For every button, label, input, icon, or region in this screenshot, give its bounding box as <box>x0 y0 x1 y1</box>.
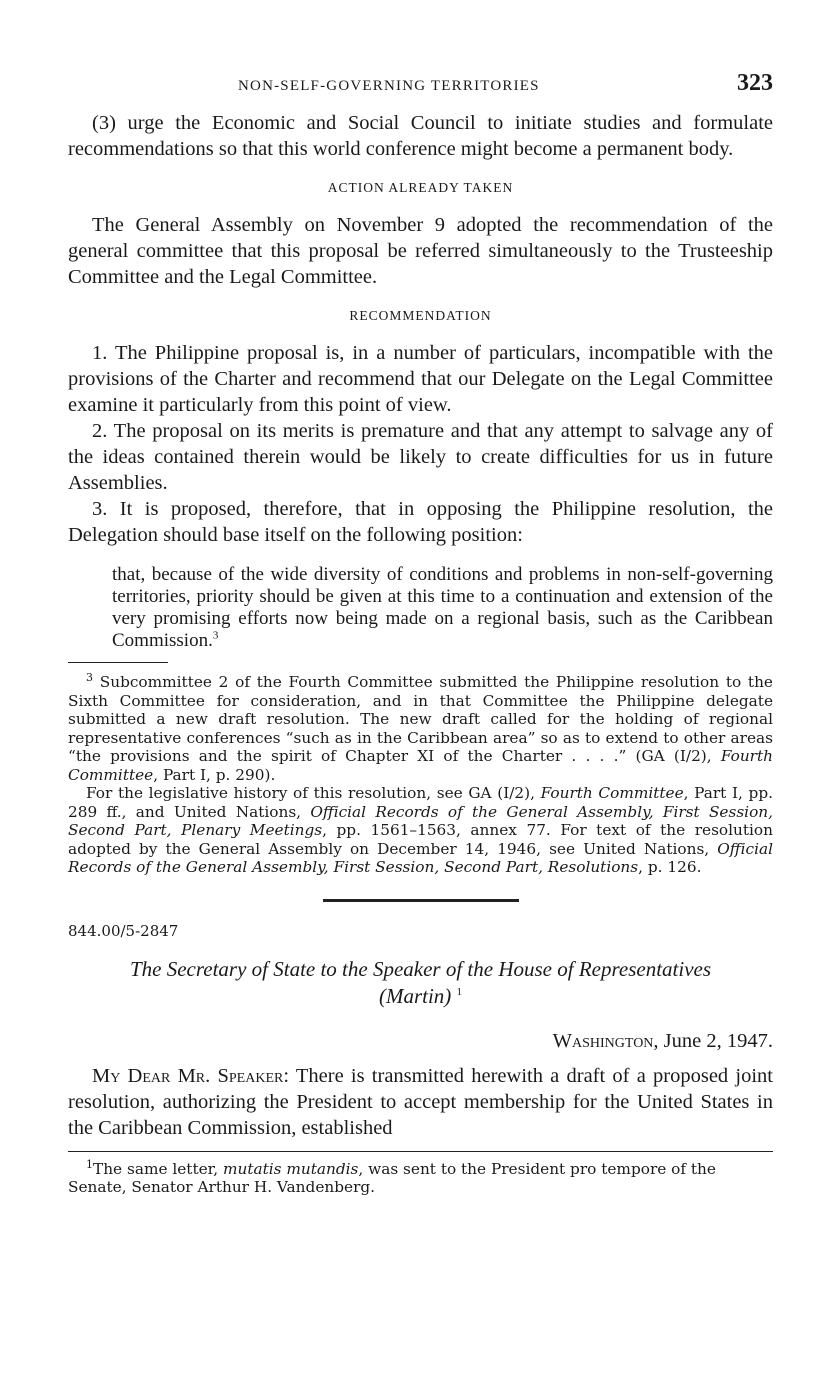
dateline-place: Washington <box>552 1029 654 1052</box>
footnote-3-text-b: , Part I, p. 290). <box>153 765 276 784</box>
dateline <box>68 1030 773 1053</box>
section-divider <box>323 899 519 902</box>
recipient-name: (Martin) <box>378 983 452 1008</box>
footnote-separator <box>68 662 168 663</box>
footnote-3-text-e: , pp. 1561–1563, annex 77. For text of the resolution adopted by the General Assembly on December 14, 1946, see United Nations, <box>68 821 773 858</box>
footnote-1-marker: 1 <box>86 1157 93 1171</box>
document-title <box>68 956 773 1010</box>
recommendation-item-2: 2. The proposal on its merits is premature and that any attempt to salvage any of the ideas contained therein would be likely to create difficulties for us in future Assemblies. <box>68 420 773 494</box>
action-heading: ACTION ALREADY TAKEN <box>327 180 514 195</box>
footnote-3-paragraph-1 <box>68 670 773 784</box>
footnote-3-text-c: For the legislative history of this resolution, see GA (I/2), <box>86 784 541 802</box>
footnote-ref-1: 1 <box>456 985 463 998</box>
footnote-ref-3: 3 <box>212 629 219 642</box>
recommendation-item-3: 3. It is proposed, therefore, that in opposing the Philippine resolution, the Delegation should base itself on the following position: <box>68 498 773 546</box>
footnote-1-italic: mutatis mutandis <box>223 1159 359 1178</box>
position-quote <box>112 564 773 652</box>
document-title-line-1: The Secretary of State to the Speaker of the House of Representatives <box>129 956 712 981</box>
footnote-1-text-b: , was sent to the President pro tempore of the Senate, Senator Arthur H. Vandenberg. <box>68 1159 716 1196</box>
footnote-3-italic-b: Fourth Committee <box>540 784 684 802</box>
footnote-1-text-a: The same letter, <box>93 1159 224 1178</box>
footnote-3-paragraph-2 <box>68 784 773 877</box>
running-title: NON-SELF-GOVERNING TERRITORIES <box>238 78 540 94</box>
page-number: 323 <box>737 70 773 96</box>
position-quote-text: that, because of the wide diversity of conditions and problems in non-self-governing territories, priority should be given at this time to a continuation and extension of the very promising efforts now being made on a regional basis, such as the Caribbean Commission. <box>112 564 773 651</box>
recommendation-item-1: 1. The Philippine proposal is, in a number of particulars, incompatible with the provisions of the Charter and recommend that our Delegate on the Legal Committee examine it particularly from this point of view. <box>68 342 773 416</box>
footnotes <box>68 670 773 877</box>
recommendation-heading: RECOMMENDATION <box>349 308 492 323</box>
document-page <box>68 70 773 1197</box>
document-title-line-2 <box>68 983 773 1010</box>
opening-paragraph: (3) urge the Economic and Social Council to initiate studies and formulate recommendations so that this world conference might become a permanent body. <box>68 112 773 160</box>
footnote-3-italic-d: Official Records of the General Assembly, First Session, Second Part, Resolutions <box>68 839 773 876</box>
letter-body <box>68 1063 773 1141</box>
dateline-date: , June 2, 1947. <box>653 1029 773 1052</box>
footnote-1 <box>68 1151 773 1197</box>
footnote-3-italic-c: Official Records of the General Assembly, First Session, Second Part, Plenary Meetings <box>68 802 773 839</box>
action-paragraph: The General Assembly on November 9 adopted the recommendation of the general committee that this proposal be referred simultaneously to the Trusteeship Committee and the Legal Committee. <box>68 214 773 288</box>
footnote-3-marker: 3 <box>86 670 93 684</box>
footnote-3-text-f: , p. 126. <box>638 858 702 876</box>
letter-text: : There is transmitted herewith a draft of a proposed joint resolution, authorizing the President to accept membership for the United States in the Caribbean Commission, established <box>68 1064 773 1139</box>
footnote-3-italic-a: Fourth Committee <box>68 747 773 784</box>
footnote-3-text-a: Subcommittee 2 of the Fourth Committee submitted the Philippine resolution to the Sixth Committee for consideration, and in that Committee the Philippine delegate submitted a new draft resolution. The new draft called for the holding of regional representative conferences “such as in the Caribbean area” so as to extend to other areas “the provisions and the spirit of Chapter XI of the Charter . . . .” (GA (I/2), <box>68 673 773 765</box>
running-head <box>68 70 773 110</box>
footnote-3-text-d: , Part I, pp. 289 ff., and United Nations, <box>68 784 773 821</box>
file-number: 844.00/5-2847 <box>68 921 179 940</box>
salutation: My Dear Mr. Speaker <box>92 1064 284 1087</box>
